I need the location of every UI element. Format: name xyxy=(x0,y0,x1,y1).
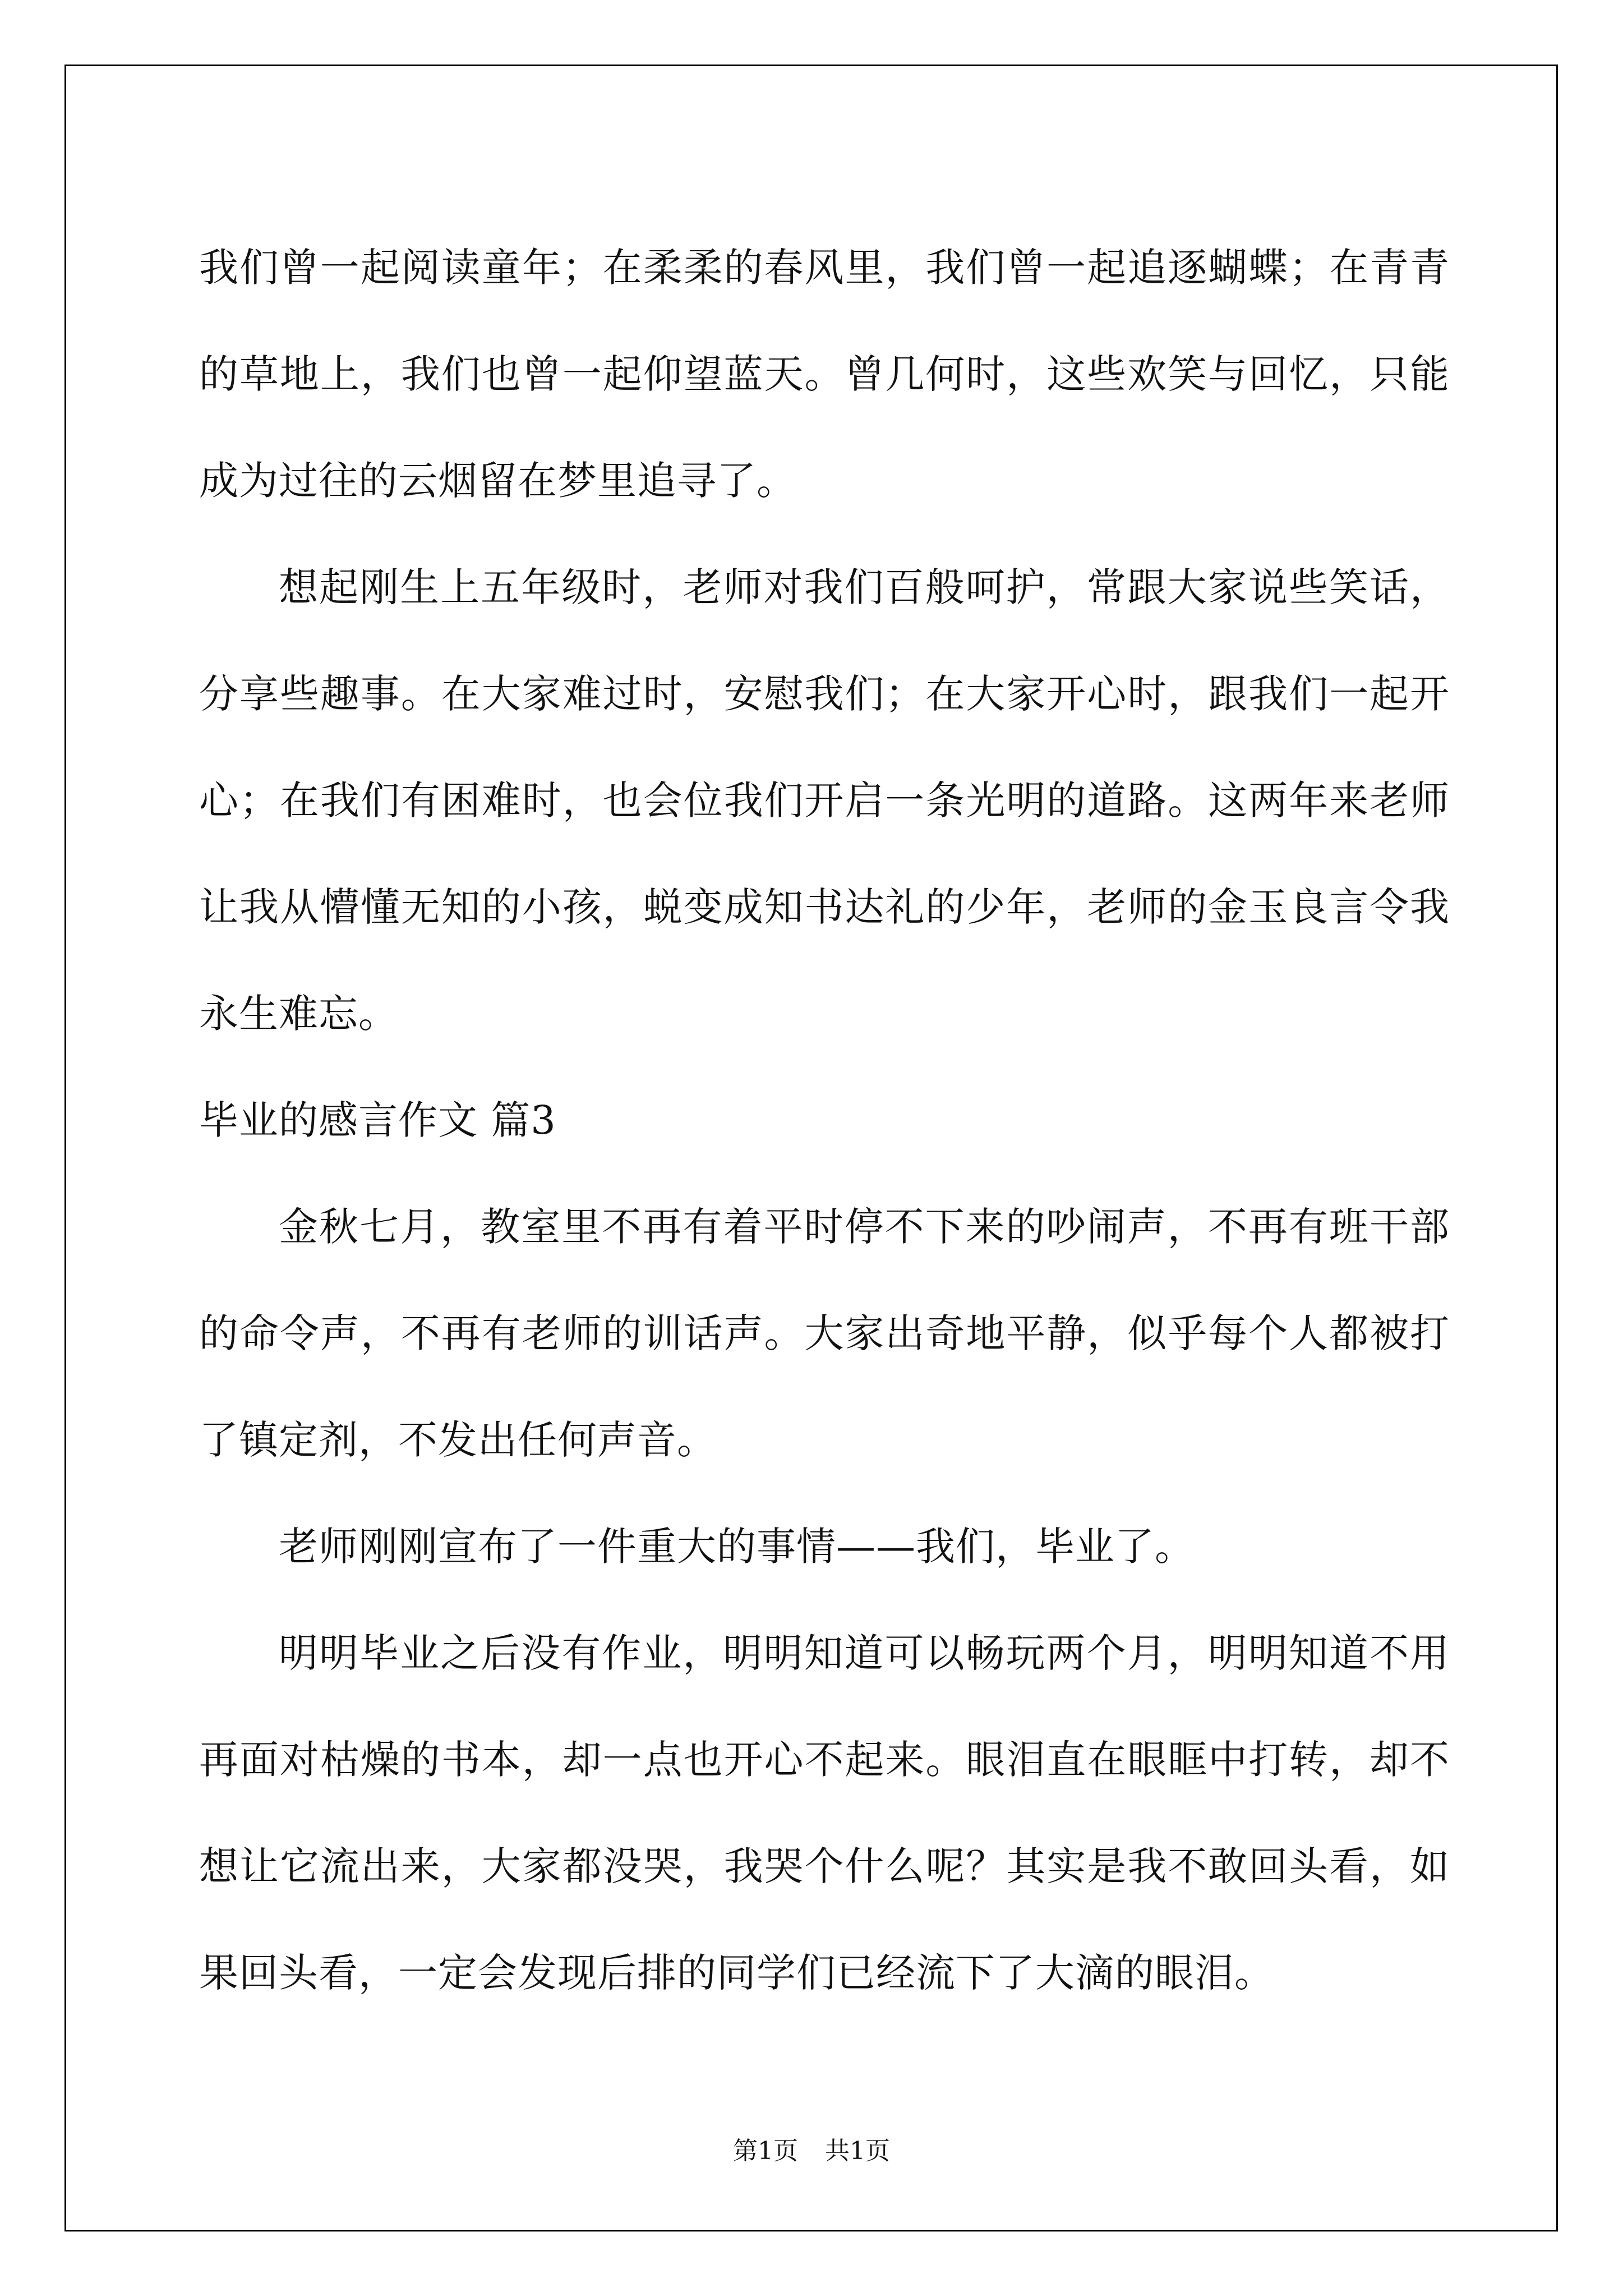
page-footer xyxy=(0,2134,1623,2168)
page-number: 第1页 xyxy=(733,2137,798,2165)
section-heading: 毕业的感言作文 篇3 xyxy=(199,1097,556,1143)
paragraph-continuation: 我们曾一起阅读童年；在柔柔的春风里，我们曾一起追逐蝴蝶；在青青的草地上，我们也曾一起仰望蓝天。曾几何时，这些欢笑与回忆，只能成为过往的云烟留在梦里追寻了。 xyxy=(199,245,1450,504)
paragraph: 老师刚刚宣布了一件重大的事情——我们，毕业了。 xyxy=(279,1524,1195,1570)
document-body xyxy=(199,214,1450,2026)
page-total: 共1页 xyxy=(825,2137,890,2165)
paragraph: 明明毕业之后没有作业，明明知道可以畅玩两个月，明明知道不用再面对枯燥的书本，却一点也开心不起来。眼泪直在眼眶中打转，却不想让它流出来，大家都没哭，我哭个什么呢？其实是我不敢回头看，如果回头看，一定会发现后排的同学们已经流下了大滴的眼泪。 xyxy=(199,1630,1450,1996)
paragraph: 想起刚生上五年级时，老师对我们百般呵护，常跟大家说些笑话，分享些趣事。在大家难过时，安慰我们；在大家开心时，跟我们一起开心；在我们有困难时，也会位我们开启一条光明的道路。这两年来老师让我从懵懂无知的小孩，蜕变成知书达礼的少年，老师的金玉良言令我永生难忘。 xyxy=(199,564,1450,1037)
paragraph: 金秋七月，教室里不再有着平时停不下来的吵闹声，不再有班干部的命令声，不再有老师的训话声。大家出奇地平静，似乎每个人都被打了镇定剂，不发出任何声音。 xyxy=(199,1204,1450,1463)
